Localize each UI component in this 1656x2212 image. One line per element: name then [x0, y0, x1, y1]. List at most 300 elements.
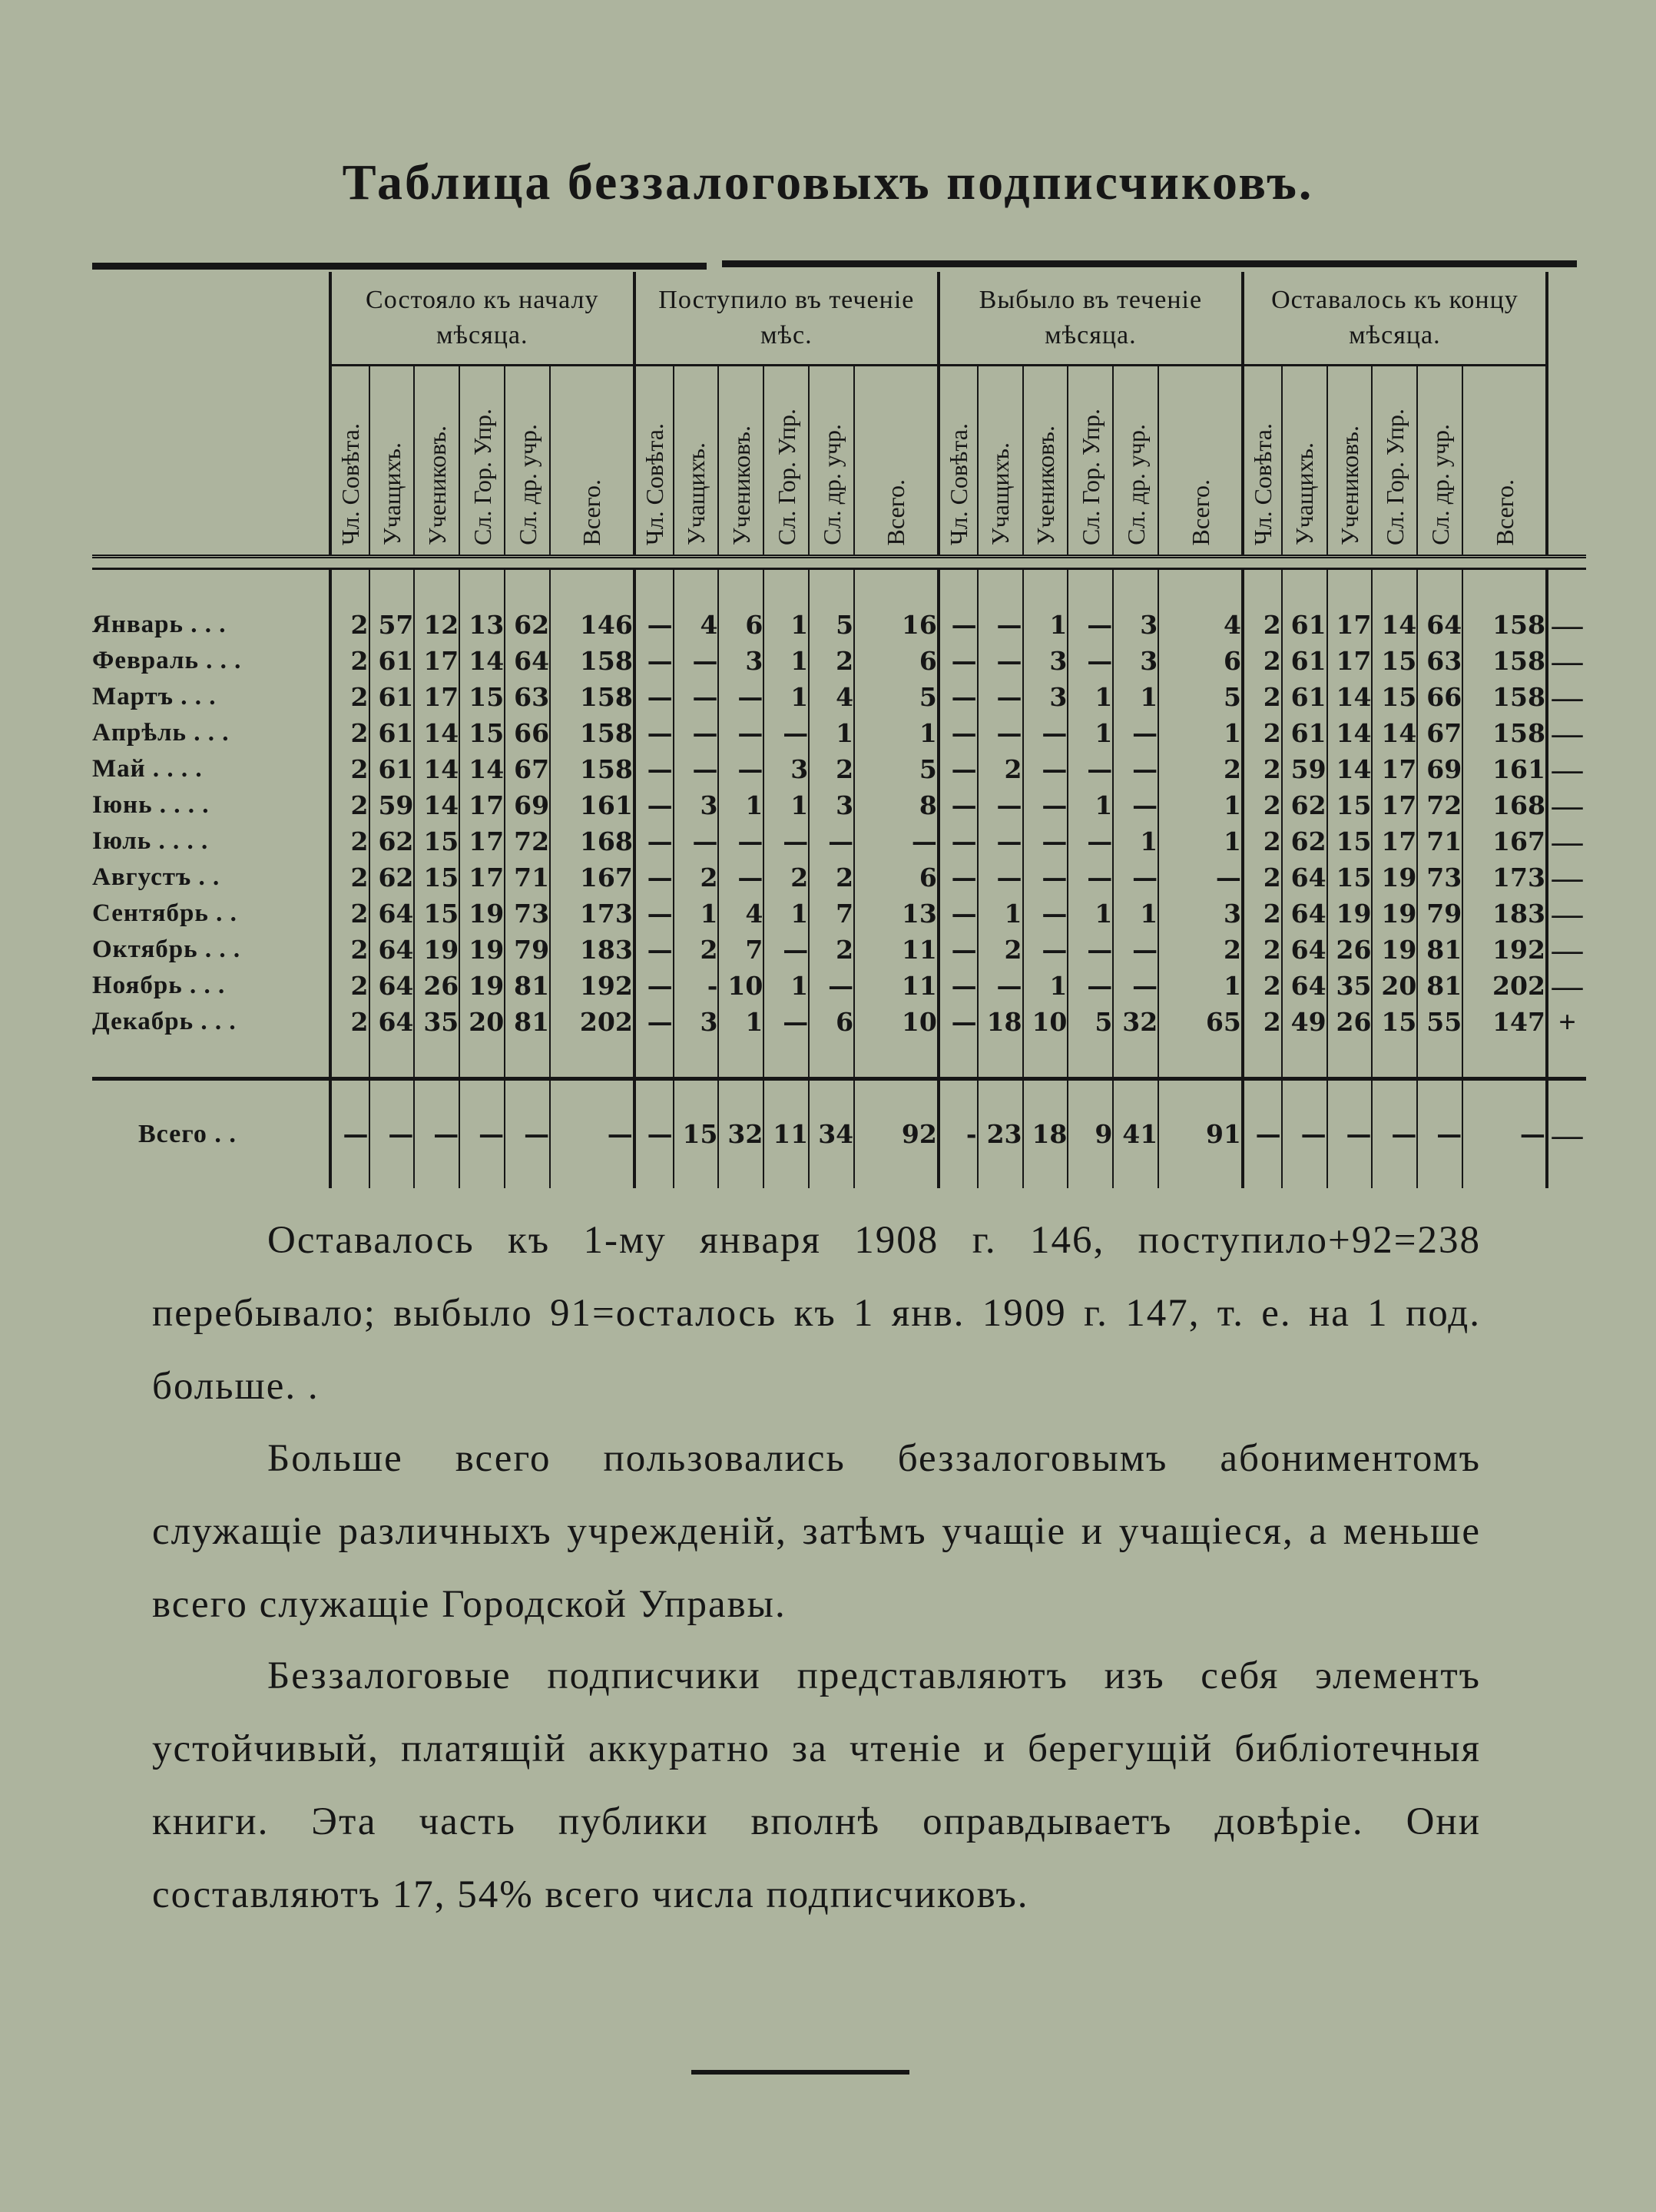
subcolumn-header: [414, 366, 459, 557]
subcolumn-label: Всего.: [1186, 478, 1214, 545]
table-cell: 71: [1417, 823, 1462, 859]
table-cell: 3: [809, 787, 854, 823]
table-cell: 2: [1243, 679, 1282, 715]
table-cell: 64: [1282, 896, 1327, 932]
total-cell: —: [369, 1079, 415, 1189]
table-cell: 62: [369, 859, 415, 896]
change-mark: —: [1547, 932, 1586, 968]
total-cell: —: [1462, 1079, 1547, 1189]
table-cell: 3: [1113, 643, 1158, 679]
table-cell: 4: [674, 607, 719, 643]
table-cell: 1: [1068, 896, 1113, 932]
table-cell: 7: [718, 932, 763, 968]
table-cell: 64: [369, 1004, 415, 1040]
table-cell: 62: [1282, 787, 1327, 823]
month-label: Іюль . . . .: [92, 827, 209, 855]
month-label: Октябрь . . .: [92, 935, 241, 963]
table-cell: 2: [330, 751, 369, 787]
table-cell: 2: [330, 896, 369, 932]
table-cell: —: [939, 679, 978, 715]
table-cell: 173: [550, 896, 634, 932]
month-label: Январь . . .: [92, 611, 227, 638]
table-cell: 146: [550, 607, 634, 643]
table-cell: 64: [1282, 932, 1327, 968]
table-cell: —: [1113, 859, 1158, 896]
table-cell: 71: [505, 859, 550, 896]
table-cell: —: [1023, 932, 1068, 968]
table-cell: 161: [550, 787, 634, 823]
subcolumn-header: [1417, 366, 1462, 557]
table-cell: 1: [1023, 968, 1068, 1004]
subcolumn-label: Сл. др. учр.: [1121, 424, 1150, 545]
pad-cell: [674, 1040, 719, 1079]
table-cell: 18: [978, 1004, 1023, 1040]
table-cell: 64: [505, 643, 550, 679]
table-cell: 8: [854, 787, 939, 823]
subcolumn-label: Чл. Совѣта.: [1248, 422, 1277, 545]
subcolumn-label: Всего.: [1490, 478, 1519, 545]
table-cell: 1: [763, 896, 809, 932]
table-cell: 2: [1243, 1004, 1282, 1040]
table-cell: —: [1113, 715, 1158, 751]
table-cell: —: [1023, 896, 1068, 932]
table-cell: 72: [505, 823, 550, 859]
table-cell: —: [634, 715, 674, 751]
change-mark: —: [1547, 607, 1586, 643]
month-label: Іюнь . . . .: [92, 791, 210, 819]
pad-cell: [1243, 569, 1282, 608]
month-label: Мартъ . . .: [92, 683, 217, 710]
table-cell: 3: [1158, 896, 1243, 932]
table-cell: 64: [1282, 968, 1327, 1004]
table-cell: 202: [550, 1004, 634, 1040]
table-cell: 81: [1417, 932, 1462, 968]
table-cell: 32: [1113, 1004, 1158, 1040]
table-cell: —: [674, 643, 719, 679]
pad-cell: [369, 569, 415, 608]
table-cell: 64: [369, 896, 415, 932]
table-cell: 1: [1113, 896, 1158, 932]
table-cell: 1: [763, 643, 809, 679]
table-cell: 15: [1327, 859, 1373, 896]
top-rule-left: [92, 263, 707, 270]
table-cell: 2: [763, 859, 809, 896]
table-cell: 17: [414, 643, 459, 679]
table-cell: 167: [1462, 823, 1547, 859]
subcolumn-header: [674, 366, 719, 557]
table-row: [92, 1004, 1586, 1040]
change-mark: —: [1547, 715, 1586, 751]
table-cell: —: [674, 679, 719, 715]
table-cell: 1: [674, 896, 719, 932]
table-cell: —: [939, 823, 978, 859]
table-cell: 2: [1243, 787, 1282, 823]
table-cell: —: [1023, 859, 1068, 896]
table-cell: 73: [505, 896, 550, 932]
table-cell: 158: [550, 679, 634, 715]
table-cell: 7: [809, 896, 854, 932]
table-cell: —: [854, 823, 939, 859]
table-cell: —: [1068, 968, 1113, 1004]
table-row: [92, 787, 1586, 823]
table-cell: 2: [1243, 968, 1282, 1004]
table-cell: 10: [1023, 1004, 1068, 1040]
subcolumn-header: [763, 366, 809, 557]
subcolumn-label: Учащихъ.: [682, 442, 710, 545]
table-cell: —: [674, 823, 719, 859]
table-cell: 17: [1327, 643, 1373, 679]
table-cell: 61: [369, 679, 415, 715]
table-cell: —: [978, 643, 1023, 679]
table-cell: 1: [1158, 787, 1243, 823]
month-label: Февраль . . .: [92, 647, 242, 674]
table-cell: 2: [809, 751, 854, 787]
paragraph-summary-text: Оставалось къ 1-му января 1908 г. 146, поступило+92=238 перебывало; выбыло 91=осталось къ 1 янв. 1909 г. 147, т. е. на 1 под. больше. .: [152, 1219, 1481, 1408]
total-cell: 41: [1113, 1079, 1158, 1189]
table-cell: 15: [459, 679, 505, 715]
table-cell: 1: [763, 607, 809, 643]
pad-cell: [1113, 1040, 1158, 1079]
table-cell: —: [718, 859, 763, 896]
change-mark: —: [1547, 751, 1586, 787]
table-cell: 158: [1462, 679, 1547, 715]
table-cell: 16: [854, 607, 939, 643]
pad-cell: [809, 1040, 854, 1079]
table-cell: —: [939, 787, 978, 823]
table-cell: —: [1113, 932, 1158, 968]
group-header: Оставалось къ концу мѣсяца.: [1243, 272, 1547, 366]
table-cell: 4: [718, 896, 763, 932]
table-cell: —: [978, 787, 1023, 823]
corner-cell: [92, 272, 330, 366]
table-cell: 3: [763, 751, 809, 787]
table-cell: 1: [763, 787, 809, 823]
table-cell: —: [1068, 751, 1113, 787]
pad-cell: [1462, 569, 1547, 608]
pad-cell: [505, 569, 550, 608]
pad-cell: [634, 569, 674, 608]
closing-rule: [691, 2070, 909, 2075]
table-cell: 4: [809, 679, 854, 715]
table-cell: 69: [505, 787, 550, 823]
table-cell: 1: [1158, 968, 1243, 1004]
table-cell: —: [1113, 968, 1158, 1004]
table-cell: 17: [459, 787, 505, 823]
table-cell: 1: [1113, 679, 1158, 715]
pad-cell: [1158, 569, 1243, 608]
pad-cell: [1417, 1040, 1462, 1079]
table-cell: 15: [1372, 643, 1417, 679]
table-cell: 192: [550, 968, 634, 1004]
pad-cell: [92, 569, 330, 608]
table-cell: 62: [1282, 823, 1327, 859]
table-cell: 14: [1327, 715, 1373, 751]
table-cell: —: [718, 679, 763, 715]
table-cell: —: [978, 968, 1023, 1004]
table-cell: 15: [414, 823, 459, 859]
table-cell: 19: [1372, 896, 1417, 932]
table-cell: 2: [330, 787, 369, 823]
group-header: Выбыло въ теченіе мѣсяца.: [939, 272, 1243, 366]
table-cell: 79: [1417, 896, 1462, 932]
table-cell: 59: [1282, 751, 1327, 787]
pad-cell: [550, 569, 634, 608]
table-cell: —: [978, 859, 1023, 896]
table-cell: 63: [505, 679, 550, 715]
table-cell: 11: [854, 968, 939, 1004]
mark-subheader: [1547, 366, 1586, 557]
subcolumn-header: [1372, 366, 1417, 557]
table-cell: 6: [1158, 643, 1243, 679]
table-cell: 158: [1462, 643, 1547, 679]
table-cell: —: [634, 787, 674, 823]
table-cell: 5: [854, 679, 939, 715]
table-cell: 5: [1068, 1004, 1113, 1040]
pad-cell: [1068, 1040, 1113, 1079]
table-cell: 2: [1243, 859, 1282, 896]
table-cell: 2: [1243, 896, 1282, 932]
table-cell: 2: [674, 859, 719, 896]
table-cell: —: [939, 751, 978, 787]
table-cell: 15: [414, 896, 459, 932]
table-cell: 15: [1372, 679, 1417, 715]
table-cell: —: [978, 715, 1023, 751]
month-label: Декабрь . . .: [92, 1008, 237, 1035]
subcolumn-label: Сл. Гор. Упр.: [772, 409, 800, 545]
subcolumn-label: Сл. Гор. Упр.: [1380, 409, 1409, 545]
table-cell: —: [634, 751, 674, 787]
subcolumn-header: [505, 366, 550, 557]
table-cell: 14: [1327, 751, 1373, 787]
table-cell: 59: [369, 787, 415, 823]
subcolumn-header: [1243, 366, 1282, 557]
table-cell: 2: [330, 968, 369, 1004]
table-cell: 3: [674, 1004, 719, 1040]
table-cell: 5: [809, 607, 854, 643]
table-cell: 2: [330, 859, 369, 896]
table-cell: 14: [1327, 679, 1373, 715]
pad-cell: [763, 1040, 809, 1079]
table-cell: 14: [414, 787, 459, 823]
table-cell: —: [763, 1004, 809, 1040]
change-mark: —: [1547, 896, 1586, 932]
table-cell: —: [718, 751, 763, 787]
table-cell: 19: [1327, 896, 1373, 932]
table-cell: 2: [978, 751, 1023, 787]
table-cell: 81: [1417, 968, 1462, 1004]
subcolumn-header: [978, 366, 1023, 557]
subcolumn-label: Чл. Совѣта.: [944, 422, 972, 545]
table-cell: —: [1023, 823, 1068, 859]
table-cell: —: [674, 751, 719, 787]
table-cell: 61: [1282, 679, 1327, 715]
table-cell: 17: [1372, 787, 1417, 823]
table-cell: 61: [369, 643, 415, 679]
change-mark: —: [1547, 643, 1586, 679]
table-cell: —: [1068, 607, 1113, 643]
subcolumn-label: Учениковъ.: [1031, 426, 1059, 545]
pad-cell: [550, 1040, 634, 1079]
table-cell: 2: [1243, 751, 1282, 787]
paragraph-conclusion: [152, 1640, 1481, 1932]
pad-cell: [854, 569, 939, 608]
table-cell: 2: [809, 643, 854, 679]
pad-cell: [763, 569, 809, 608]
change-mark: —: [1547, 968, 1586, 1004]
pad-cell: [634, 1040, 674, 1079]
table-cell: 15: [414, 859, 459, 896]
pad-cell: [674, 569, 719, 608]
pad-cell: [809, 569, 854, 608]
table-cell: 3: [1023, 679, 1068, 715]
subcolumn-header: [369, 366, 415, 557]
table-cell: 158: [550, 643, 634, 679]
table-cell: 12: [414, 607, 459, 643]
table-cell: 6: [809, 1004, 854, 1040]
table-cell: 192: [1462, 932, 1547, 968]
table-cell: 2: [330, 823, 369, 859]
table-cell: —: [978, 679, 1023, 715]
subcolumn-label: Учениковъ.: [422, 426, 451, 545]
subcolumn-label: Учащихъ.: [1290, 442, 1319, 545]
table-cell: —: [634, 679, 674, 715]
table-row: [92, 968, 1586, 1004]
table-cell: —: [634, 932, 674, 968]
pad-cell: [1372, 1040, 1417, 1079]
pad-cell: [1243, 1040, 1282, 1079]
table-cell: 6: [854, 643, 939, 679]
table-row: [92, 679, 1586, 715]
table-cell: 2: [809, 932, 854, 968]
table-cell: 1: [1068, 787, 1113, 823]
table-cell: 1: [1113, 823, 1158, 859]
subcolumn-header: [854, 366, 939, 557]
month-label: Августъ . .: [92, 863, 220, 891]
table-cell: 5: [1158, 679, 1243, 715]
table-cell: 2: [1243, 823, 1282, 859]
total-cell: —: [550, 1079, 634, 1189]
table-row: [92, 751, 1586, 787]
table-cell: —: [634, 1004, 674, 1040]
table-cell: —: [939, 968, 978, 1004]
pad-cell: [92, 1040, 330, 1079]
table-cell: 1: [978, 896, 1023, 932]
table-cell: —: [1023, 787, 1068, 823]
table-cell: —: [1068, 859, 1113, 896]
subscribers-table: [92, 272, 1586, 1188]
pad-cell: [1547, 1040, 1586, 1079]
table-cell: —: [718, 715, 763, 751]
table-cell: 1: [763, 679, 809, 715]
table-cell: —: [718, 823, 763, 859]
pad-cell: [1158, 1040, 1243, 1079]
subcolumn-header: [1327, 366, 1373, 557]
table-cell: 15: [1372, 1004, 1417, 1040]
table-cell: 13: [854, 896, 939, 932]
total-cell: —: [1417, 1079, 1462, 1189]
month-label: Апрѣль . . .: [92, 719, 230, 747]
pad-cell: [978, 1040, 1023, 1079]
table-cell: 15: [1327, 787, 1373, 823]
table-cell: 2: [809, 859, 854, 896]
subcolumn-header: [634, 366, 674, 557]
group-header: Состояло къ началу мѣсяца.: [330, 272, 634, 366]
table-cell: —: [1068, 643, 1113, 679]
header-separator: [92, 557, 1586, 569]
table-cell: 14: [459, 643, 505, 679]
table-cell: 173: [1462, 859, 1547, 896]
table-cell: 57: [369, 607, 415, 643]
table-cell: 10: [854, 1004, 939, 1040]
subcolumn-header: [1023, 366, 1068, 557]
table-cell: 2: [1158, 751, 1243, 787]
table-cell: 1: [1023, 607, 1068, 643]
table-cell: 14: [414, 751, 459, 787]
table-cell: —: [939, 715, 978, 751]
table-cell: 4: [1158, 607, 1243, 643]
paragraph-conclusion-text: Беззалоговые подписчики представляютъ изъ себя элементъ устойчивый, платящій аккуратно за чтеніе и берегущій библіотечныя книги. Эта часть публики вполнѣ оправдываетъ довѣріе. Они составляютъ 17, 54% всего числа подписчиковъ.: [152, 1654, 1481, 1916]
table-cell: —: [1023, 751, 1068, 787]
table-cell: 2: [978, 932, 1023, 968]
table-cell: 66: [1417, 679, 1462, 715]
pad-cell: [1282, 1040, 1327, 1079]
table-cell: —: [978, 823, 1023, 859]
subcolumn-header: [939, 366, 978, 557]
total-cell: —: [414, 1079, 459, 1189]
table-cell: 67: [1417, 715, 1462, 751]
table-cell: 1: [763, 968, 809, 1004]
table-cell: 17: [1327, 607, 1373, 643]
change-mark: —: [1547, 823, 1586, 859]
table-cell: —: [1158, 859, 1243, 896]
table-cell: 202: [1462, 968, 1547, 1004]
table-cell: 11: [854, 932, 939, 968]
subcolumn-label: Чл. Совѣта.: [640, 422, 668, 545]
total-cell: —: [459, 1079, 505, 1189]
paragraph-summary: [152, 1204, 1481, 1423]
table-cell: -: [674, 968, 719, 1004]
table-cell: 158: [550, 751, 634, 787]
total-row: [92, 1079, 1586, 1189]
table-cell: 81: [505, 968, 550, 1004]
table-cell: 20: [459, 1004, 505, 1040]
table-cell: —: [978, 607, 1023, 643]
table-cell: 1: [854, 715, 939, 751]
table-cell: 61: [369, 715, 415, 751]
table-cell: 17: [414, 679, 459, 715]
total-cell: 92: [854, 1079, 939, 1189]
pad-cell: [1113, 569, 1158, 608]
table-cell: 19: [459, 896, 505, 932]
pad-cell: [1023, 1040, 1068, 1079]
table-cell: 10: [718, 968, 763, 1004]
pad-cell: [414, 1040, 459, 1079]
total-mark: —: [1547, 1079, 1586, 1189]
table-cell: —: [763, 823, 809, 859]
table-cell: 63: [1417, 643, 1462, 679]
table-cell: 61: [369, 751, 415, 787]
group-header: Поступило въ теченіе мѣс.: [634, 272, 939, 366]
total-cell: —: [505, 1079, 550, 1189]
table-row: [92, 643, 1586, 679]
mark-header: [1547, 272, 1586, 366]
table-cell: 168: [550, 823, 634, 859]
pad-cell: [459, 1040, 505, 1079]
table-cell: 13: [459, 607, 505, 643]
table-cell: 62: [505, 607, 550, 643]
pad-cell: [978, 569, 1023, 608]
subcolumn-label: Учениковъ.: [727, 426, 755, 545]
